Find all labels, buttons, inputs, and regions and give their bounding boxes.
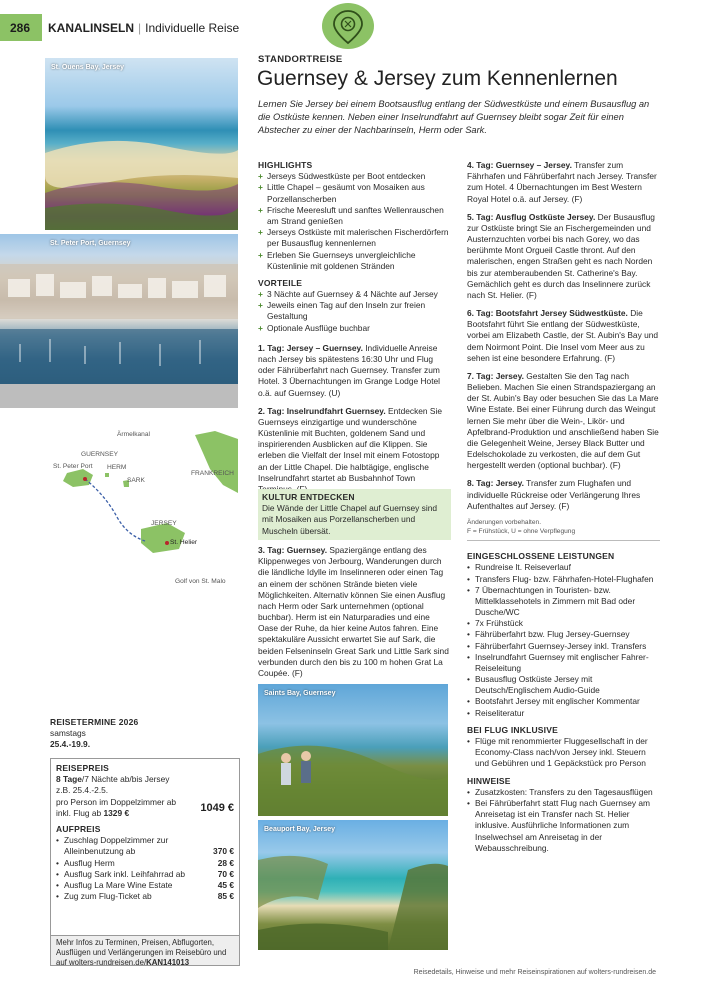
price-flight-prefix: inkl. Flug ab [56, 807, 102, 818]
article-kicker: STANDORTREISE [258, 54, 343, 65]
services-title: EINGESCHLOSSENE LEISTUNGEN [467, 551, 615, 562]
column-right [467, 160, 660, 854]
more-info-text: Mehr Infos zu Terminen, Preisen, Abflugorten, Ausflügen und Verlängerungen im Reisebüro und auf wolters-rundreisen.de/ [56, 938, 227, 967]
article-intro: Lernen Sie Jersey bei einem Bootsausflug entlang der Südwestküste und einem Busausflug an die Ostküste kennen. Neben einer Inselrundfahrt auf Guernsey bleibt sogar Zeit für einen Abstecher zu einer der Nachbarinseln, Herm oder Sark. [258, 99, 650, 135]
list-item: • Inselrundfahrt Guernsey mit englischer Fahrer-Reiseleitung [467, 652, 660, 674]
flight-title: BEI FLUG INKLUSIVE [467, 724, 558, 735]
running-header: KANALINSELN | Individuelle Reise [48, 21, 240, 35]
photo-saints-bay-svg [258, 684, 448, 816]
services-list [467, 562, 660, 718]
price-box [50, 758, 240, 936]
photo-saints-bay [258, 684, 448, 816]
list-item: • Rundreise lt. Reiseverlauf [467, 562, 660, 573]
column-middle-lower [258, 545, 451, 686]
price-duration-rest: /7 Nächte ab/bis Jersey [81, 774, 170, 785]
flight-list [467, 736, 660, 770]
list-item: + Jeweils einen Tag auf den Inseln zur freien Gestaltung [258, 300, 451, 322]
list-item: + Optionale Ausflüge buchbar [258, 323, 451, 334]
map-label-sark: SARK [127, 477, 145, 484]
map-label-herm: HERM [107, 464, 127, 471]
more-info [50, 936, 240, 966]
travel-dates-day: samstags [50, 728, 86, 739]
day-5: 5. Tag: Ausflug Ostküste Jersey. Der Busausflug zur Ostküste bringt Sie an Fischergemeinden und Austernzuchten vorbei bis nach Gorey, wo das berühmte Mont Orgueil Castle thront. Auf den malerischen, engen Straßen geht es nach Norden bis zur atemberaubenden St. Catherine's Bay. Gemächlich geht es durch das Inselinnere zurück nach St. Helier. (F) [467, 211, 655, 300]
header-section: KANALINSELN [48, 21, 134, 35]
surcharge-item: • Ausflug Sark inkl. Leihfahrrad ab 70 € [56, 869, 234, 880]
map-label-st-peter-port: St. Peter Port [53, 463, 93, 470]
map-pin-icon [322, 3, 374, 49]
article-title: Guernsey & Jersey zum Kennenlernen [257, 67, 618, 90]
map-herm-shape [105, 473, 109, 477]
culture-box [258, 489, 451, 540]
list-item: + 3 Nächte auf Guernsey & 4 Nächte auf Jersey [258, 289, 451, 300]
list-item: + Little Chapel – gesäumt von Mosaiken aus Porzellanscherben [258, 182, 451, 204]
day-6: 6. Tag: Bootsfahrt Jersey Südwestküste. Die Bootsfahrt führt Sie entlang der Südwestküste, vorbei am Elizabeth Castle, der St. Aubin's Bay und dem Noirmont Point. Die Insel vom Meer aus zu sehen ist eine besondere Erfahrung. (F) [467, 308, 659, 363]
price-duration-bold: 8 Tage [56, 774, 82, 785]
map-pin-icon-svg [322, 3, 374, 49]
surcharge-item: • Zuschlag Doppelzimmer zur Alleinbenutzung ab 370 € [56, 835, 234, 857]
map-label-golf: Golf von St. Malo [175, 578, 226, 585]
map-dot-st-peter-port [83, 477, 87, 481]
notes-list [467, 787, 660, 854]
notes-title: HINWEISE [467, 775, 511, 786]
map-label-armelkanal: Ärmelkanal [117, 431, 150, 438]
price-flight-line [56, 808, 176, 819]
culture-text: Die Wände der Little Chapel auf Guernsey sind mit Mosaiken aus Porzellanscherben und Muscheln übersät. [262, 503, 438, 536]
map-label-st-helier: St. Helier [170, 539, 198, 546]
list-item: • Fährüberfahrt Guernsey-Jersey inkl. Transfers [467, 641, 660, 652]
photo-st-peter-port [0, 234, 238, 408]
list-item: + Erleben Sie Guernseys unvergleichliche Küstenlinie mit goldenen Stränden [258, 250, 451, 272]
list-item: • 7x Frühstück [467, 618, 660, 629]
photo-caption-3: Saints Bay, Guernsey [264, 690, 336, 697]
list-item: • Bootsfahrt Jersey mit englischer Kommentar [467, 696, 660, 707]
list-item: • Reiseliteratur [467, 708, 660, 719]
list-item: • Bei Fährüberfahrt statt Flug nach Guernsey am Anreisetag ist ein Transfer nach St. Helier inklusive. Ausführliche Informationen zum Inselwechsel am Anreisetag in der Webausschreibung. [467, 798, 660, 854]
photo-beauport-bay-svg [258, 820, 448, 950]
list-item: + Jerseys Südwestküste per Boot entdecken [258, 171, 451, 182]
list-item: • Flüge mit renommierter Fluggesellschaft in der Economy-Class nach/von Jersey inkl. Steuern und Gebühren und 1 Gepäckstück pro Person [467, 736, 660, 770]
surcharge-item: • Zug zum Flug-Ticket ab 85 € [56, 891, 234, 902]
surcharge-title: AUFPREIS [56, 823, 101, 834]
price-flight-value: 1329 € [103, 807, 130, 818]
list-item: + Jerseys Ostküste mit malerischen Fischerdörfern per Busausflug kennenlernen [258, 227, 451, 249]
notes: Änderungen vorbehalten. F = Frühstück, U = ohne Verpflegung [467, 519, 660, 541]
route-map-svg [45, 425, 238, 590]
header-subsection: Individuelle Reise [145, 21, 240, 35]
list-item: • Fährüberfahrt bzw. Flug Jersey-Guernsey [467, 629, 660, 640]
price-row [56, 797, 234, 819]
map-guernsey-shape [63, 469, 93, 487]
column-middle [258, 160, 451, 502]
photo-st-ouens-bay [45, 58, 238, 230]
vorteile-title: VORTEILE [258, 277, 303, 288]
surcharge-item: • Ausflug Herm 28 € [56, 858, 234, 869]
price-title: REISEPREIS [56, 763, 110, 773]
list-item: • 7 Übernachtungen in Touristen- bzw. Mittelklassehotels in Zimmern mit Bad oder Dusche/WC [467, 585, 660, 619]
photo-beauport-bay [258, 820, 448, 950]
day-7: 7. Tag: Jersey. Gestalten Sie den Tag nach Belieben. Machen Sie einen Strandspaziergang an der St. Aubin's Bay oder besuchen Sie das La Mare Wine Estate. Bei einer Führung durch das Weingut lernen Sie mehr über die Wein-, Likör- und Apfelbrand-Produktion und anschließend haben Sie die Gelegenheit Weine, Jersey Black Butter und Edelschokolade zu verkosten, die auf dem Gut hergestellt werden (optional buchbar). (F) [467, 370, 659, 471]
travel-dates-range: 25.4.-19.9. [50, 739, 91, 750]
photo-caption-1: St. Ouens Bay, Jersey [51, 64, 125, 71]
photo-caption-4: Beauport Bay, Jersey [264, 826, 336, 833]
day-1: 1. Tag: Jersey – Guernsey. Individuelle Anreise nach Jersey bis spätestens 16:30 Uhr und Flug oder Fährüberfahrt nach Guernsey. Transfer zum Hotel. 3 Übernachtungen im Grange Lodge Hotel o.ä. auf Guernsey. (U) [258, 342, 441, 398]
price-duration [56, 774, 234, 785]
map-france-shape [195, 431, 238, 493]
surcharge-list [56, 835, 234, 902]
travel-dates [50, 717, 240, 751]
price-main: 1049 € [200, 801, 234, 814]
more-info-code[interactable]: KAN141013 [146, 957, 190, 967]
highlights-title: HIGHLIGHTS [258, 160, 313, 170]
day-2: 2. Tag: Inselrundfahrt Guernsey. Entdecken Sie Guernseys einzigartige und wunderschöne Küstenlinie mit Buchten, goldenem Sand und inspirierenden Ausblicken auf die Klippen. Sie erleben die Vielfalt der Insel mit einem Fotostopp an der Little Chapel. Die halbtägige, englische Inselrundfahrt startet ab Busbahnhof Town [258, 405, 443, 483]
culture-title: KULTUR ENTDECKEN [262, 492, 355, 502]
vorteile-list [258, 289, 451, 334]
day-8: 8. Tag: Jersey. Transfer zum Flughafen und individuelle Rückreise oder Verlängerung Ihres Aufenthaltes auf Jersey. (F) [467, 478, 641, 511]
map-dot-st-helier [165, 541, 169, 545]
route-map [45, 425, 238, 590]
travel-dates-title: REISETERMINE 2026 [50, 717, 139, 727]
list-item: • Transfers Flug- bzw. Fährhafen-Hotel-Flughafen [467, 574, 660, 585]
price-date: z.B. 25.4.-2.5. [56, 785, 109, 796]
price-per-person: pro Person im Doppelzimmer ab [56, 796, 177, 807]
day-3: 3. Tag: Guernsey. Spaziergänge entlang des Klippenweges von Jerbourg, Wanderungen durch die ländliche Idylle im Inselinneren oder einen Tag an einem der schönen Strände bieten viele Möglichkeiten. Alternativ können Sie einen Ausflug nach Herm oder Sark unternehmen (optional buchbar). Herm ist ein Naturparadies und eine Oase der Ruhe, da hier keine Autos fahren. Eine spektakuläre Aussicht erwartet Sie auf Sark, die beiden Felseninseln Great Sark und Little Sark sind verbunden durch den bis zu 100 m hohen Grat La Coupée. (F) [258, 545, 449, 678]
photo-caption-2: St. Peter Port, Guernsey [50, 240, 131, 247]
highlights-list [258, 171, 451, 272]
page-footer: Reisedetails, Hinweise und mehr Reiseinspirationen auf wolters-rundreisen.de [413, 969, 656, 976]
list-item: • Zusatzkosten: Transfers zu den Tagesausflügen [467, 787, 660, 798]
map-label-guernsey: GUERNSEY [81, 451, 119, 458]
day-4: 4. Tag: Guernsey – Jersey. Transfer zum Fährhafen und Fährüberfahrt nach Jersey. Transfer zum Hotel. 4 Übernachtungen im Best Western Royal Hotel o.ä. auf Jersey. (F) [467, 160, 657, 204]
map-label-jersey: JERSEY [151, 520, 177, 527]
list-item: + Frische Meeresluft und sanftes Wellenrauschen am Strand genießen [258, 205, 451, 227]
surcharge-item: • Ausflug La Mare Wine Estate 45 € [56, 880, 234, 891]
list-item: • Busausflug Ostküste Jersey mit Deutsch/Englischem Audio-Guide [467, 674, 660, 696]
photo-st-ouens-bay-svg [45, 58, 238, 230]
photo-st-peter-port-svg [0, 234, 238, 408]
page-number: 286 [0, 14, 42, 41]
map-ferry-route [85, 479, 145, 541]
map-label-frankreich: FRANKREICH [191, 470, 234, 477]
